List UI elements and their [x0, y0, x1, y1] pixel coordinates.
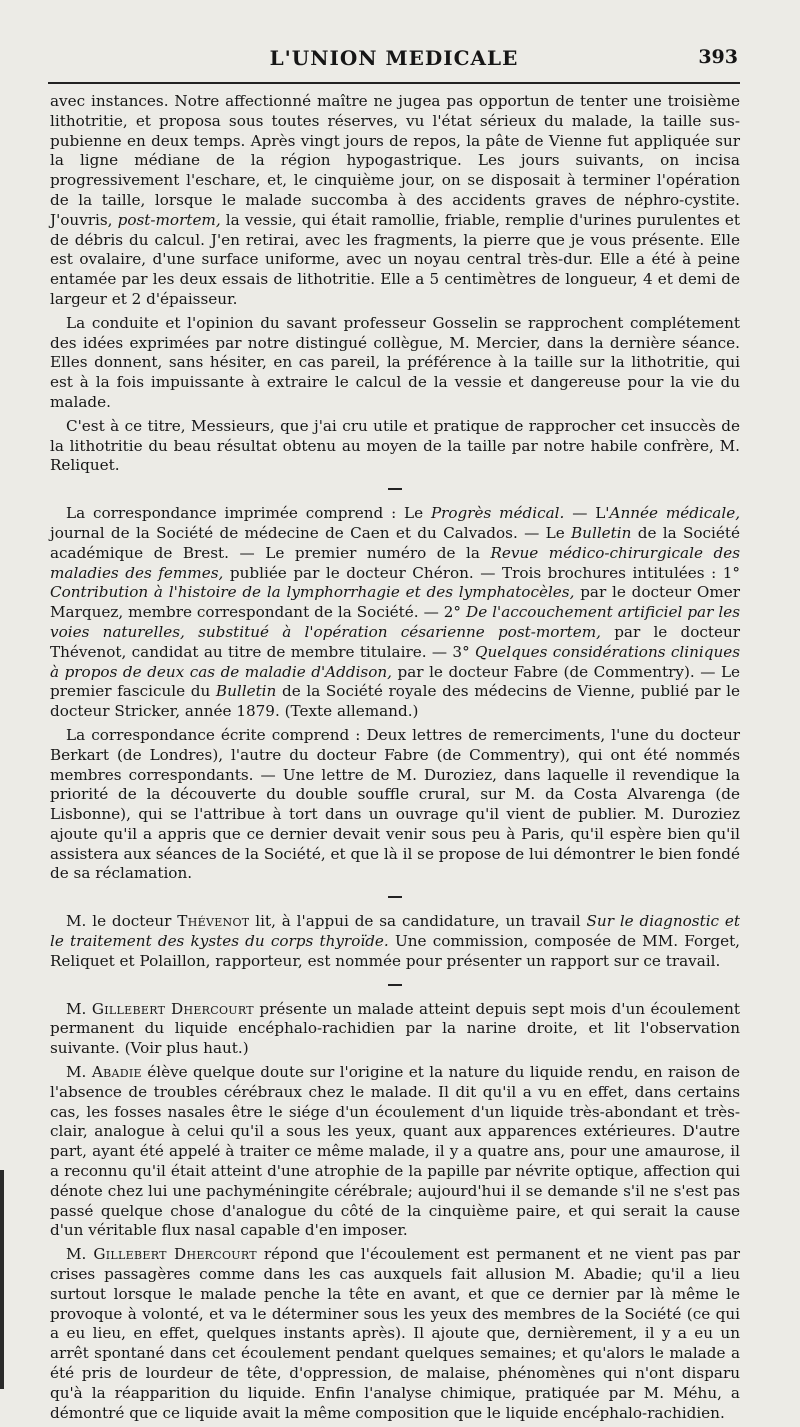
paragraph-correspondance-imprimee: La correspondance imprimée comprend : Le Progrès médical. — L'Année médicale, journal de la Société de médecine de Caen et du Calvados. — Le Bulletin de la Société académique de Brest. — Le premier numéro de la Revue médico-chirurgicale des maladies des femmes, publiée par le docteur Chéron. — Trois brochures intitulées : 1° Contribution à l'histoire de la lymphorrhagie et des lymphatocèles, par le docteur Omer Marquez, membre correspondant de la Société. — 2° De l'accouchement artificiel par les voies naturelles, substitué à l'opération césarienne post-mortem, par le docteur Thévenot, candidat au titre de membre titulaire. — 3° Quelques considérations cliniques à propos de deux cas de maladie d'Addison, par le docteur Fabre (de Commentry). — Le premier fascicule du Bulletin de la Société royale des médecins de Vienne, publié par le docteur Stricker, année 1879. (Texte allemand.) — [50, 504, 741, 721]
section-separator — [388, 896, 402, 898]
paragraph-abadie: M. Abadie élève quelque doute sur l'origine et la nature du liquide rendu, en raison de l'absence de troubles cérébraux chez le malade. Il dit qu'il a vu en effet, dans certains cas, les fosses nasales être le siége d'un écoulement d'un liquide très-abondant et très-clair, analogue à celui qu'il a sous les yeux, quant aux apparences extérieures. D'autre part, ayant été appelé à traiter ce même malade, il y a quatre ans, pour une amaurose, il a reconnu qu'il était atteint d'une atrophie de la papille par névrite optique, affection qui dénote chez lui une pachyméningite cérébrale; aujourd'hui il se demande s'il ne s'est pas passé quelque chose d'analogue du côté de la cinquième paire, et qui serait la cause d'un véritable flux nasal capable d'en imposer. — [50, 1063, 741, 1240]
section-separator — [388, 488, 402, 490]
page-edge-shadow — [0, 1170, 4, 1389]
header-rule — [48, 82, 740, 84]
section-separator — [388, 984, 402, 986]
page-header — [48, 42, 740, 78]
paragraph-3: C'est à ce titre, Messieurs, que j'ai cru utile et pratique de rapprocher cet insuccès de la lithotritie du beau résultat obtenu au moyen de la taille par notre habile confrère, M. Reliquet. — [50, 416, 740, 475]
page-number: 393 — [698, 46, 738, 68]
running-title: L'UNION MEDICALE — [269, 46, 519, 70]
paragraph-2: La conduite et l'opinion du savant professeur Gosselin se rapprochent complétement des idées exprimées par notre distingué collègue, M. Mercier, dans la dernière séance. Elles donnent, sans hésiter, en cas pareil, la préférence à la taille sur la lithotritie, qui est à la fois impuissante à extraire le calcul de la vessie et dangereuse pour la vie du malade. — [50, 313, 740, 411]
paragraph-1: avec instances. Notre affectionné maître ne jugea pas opportun de tenter une troisième lithotritie, et proposa sous toutes réserves, vu l'état sérieux du malade, la taille sus-pubienne en deux temps. Après vingt jours de repos, la pâte de Vienne fut appliquée sur la ligne médiane de la région hypogastrique. Les jours suivants, on incisa progressivement l'eschare, et, le cinquième jour, on se disposait à terminer l'opération de la taille, lorsque le malade succomba à des accidents graves de néphro-cystite. J'ouvris, post-mortem, la vessie, qui était ramollie, friable, remplie d'urines purulentes et de débris du calcul. J'en retirai, avec les fragments, la pierre que je vous présente. Elle est ovalaire, d'une surface uniforme, avec un noyau central très-dur. Elle a été à peine entamée par les deux essais de lithotritie. Elle a 5 centimètres de longueur, 4 et demi de largeur et 2 d'épaisseur. — [50, 92, 741, 308]
body-text — [50, 92, 740, 1427]
paragraph-gillebert-1: M. Gillebert Dhercourt présente un malade atteint depuis sept mois d'un écoulement permanent du liquide encéphalo-rachidien par la narine droite, et lit l'observation suivante. (Voir plus haut.) — [50, 999, 741, 1058]
paragraph-correspondance-ecrite: La correspondance écrite comprend : Deux lettres de remerciments, l'une du docteur Berkart (de Londres), l'autre du docteur Fabre (de Commentry), qui ont été nommés membres correspondants. — Une lettre de M. Duroziez, dans laquelle il revendique la priorité de la découverte du double souffle crural, sur M. da Costa Alvarenga (de Lisbonne), qui se l'attribue à tort dans un ouvrage qu'il vient de publier. M. Duroziez ajoute qu'il a appris que ce dernier devait venir sous peu à Paris, qu'il espère bien qu'il assistera aux séances de la Société, et que là il se propose de lui démontrer le bien fondé de sa réclamation. — [50, 725, 740, 883]
paragraph-thevenot: M. le docteur Thévenot lit, à l'appui de sa candidature, un travail Sur le diagnostic et le traitement des kystes du corps thyroïde. Une commission, composée de MM. Forget, Reliquet et Polaillon, rapporteur, est nommée pour présenter un rapport sur ce travail. — [50, 912, 741, 970]
paragraph-gillebert-2: M. Gillebert Dhercourt répond que l'écoulement est permanent et ne vient pas par crises passagères comme dans les cas auxquels fait allusion M. Abadie; qu'il a lieu surtout lorsque le malade penche la tête en avant, et que ce dernier par là même le provoque à volonté, et va le déterminer sous les yeux des membres de la Société (ce qui a eu lieu, en effet, quelques instants après). Il ajoute que, dernièrement, il y a eu un arrêt spontané dans cet écoulement pendant quelques semaines; et qu'alors le malade a été pris de lourdeur de tête, d'oppression, de malaise, phénomènes qui n'ont disparu qu'à la réapparition du liquide. Enfin l'analyse chimique, pratiquée par M. Méhu, a démontré que ce liquide avait la même composition que le liquide encéphalo-rachidien. — [50, 1245, 740, 1422]
